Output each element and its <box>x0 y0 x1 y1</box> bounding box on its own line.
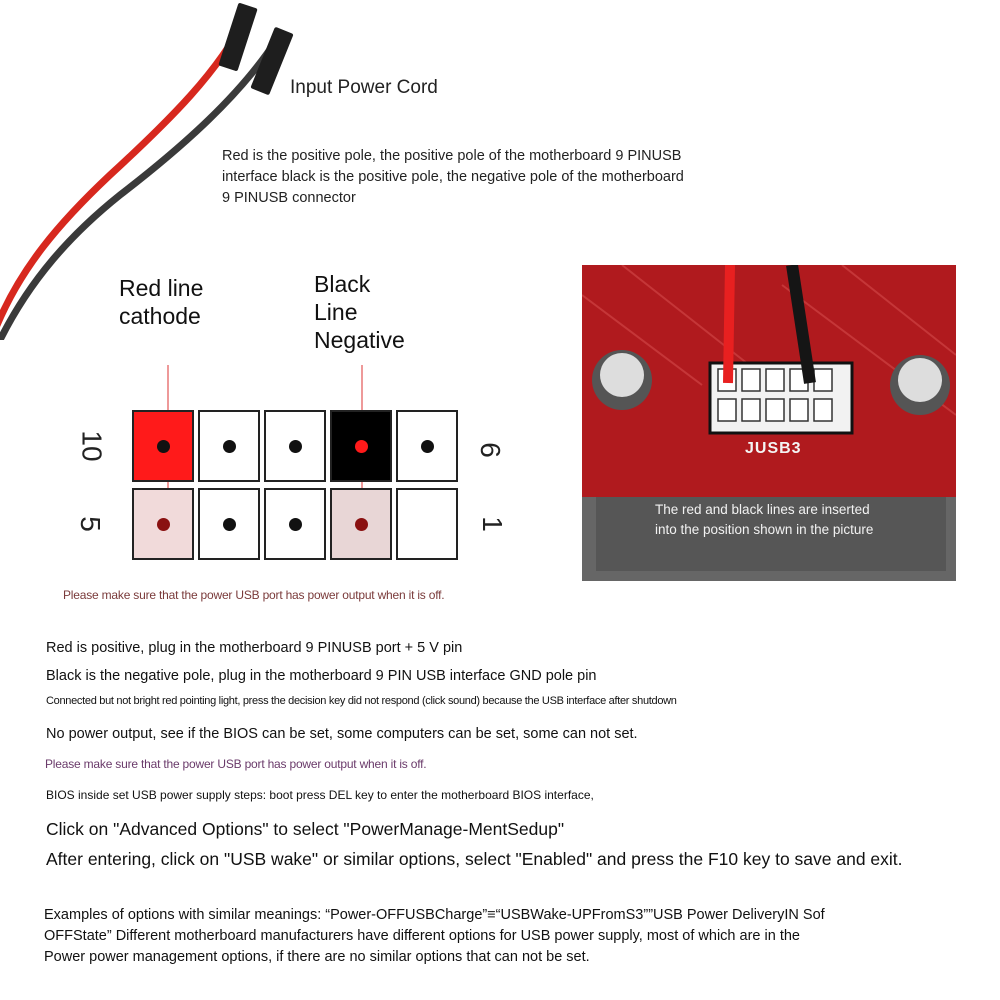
pin-dot <box>223 518 236 531</box>
warning-note-1: Please make sure that the power USB port has power output when it is off. <box>63 588 445 602</box>
pin-dot <box>157 518 170 531</box>
pin-dot <box>355 440 368 453</box>
pin-dot <box>289 440 302 453</box>
pin-4 <box>198 488 260 560</box>
pin-5 <box>132 488 194 560</box>
pin-number-5: 5 <box>74 516 106 532</box>
bios-step-usb-wake: After entering, click on "USB wake" or similar options, select "Enabled" and press the F10 key to save and exit. <box>46 849 903 869</box>
bios-step-advanced-options: Click on "Advanced Options" to select "PowerManage-MentSedup" <box>46 819 565 839</box>
pin-dot <box>355 518 368 531</box>
pin-7-black <box>330 410 392 482</box>
red-line-label: Red line cathode <box>119 275 204 329</box>
pin-2 <box>330 488 392 560</box>
red-positive-instruction: Red is positive, plug in the motherboard 9 PINUSB port + 5 V pin <box>46 640 463 656</box>
black-line-label: Black Line Negative <box>314 271 405 353</box>
pin-number-10: 10 <box>76 430 108 462</box>
pin-dot <box>157 440 170 453</box>
pin-8 <box>264 410 326 482</box>
pin-dot <box>223 440 236 453</box>
warning-note-2: Please make sure that the power USB port has power output when it is off. <box>45 757 427 771</box>
pin-3 <box>264 488 326 560</box>
bios-option-examples: Examples of options with similar meanings: “Power-OFFUSBCharge”≡“USBWake-UPFromS3””USB Power DeliveryIN Sof OFFState” Different motherboard manufacturers have different options for USB power supply, most of which are in the Power power management options, if there are no similar options that can not be set. <box>44 907 825 965</box>
pin-dot <box>421 440 434 453</box>
pin-number-6: 6 <box>474 442 506 458</box>
pin-6 <box>396 410 458 482</box>
pin-10-red <box>132 410 194 482</box>
jusb3-board-label: JUSB3 <box>745 440 802 457</box>
bios-steps-intro: BIOS inside set USB power supply steps: boot press DEL key to enter the motherboard BIOS interface, <box>46 788 594 802</box>
no-power-note: No power output, see if the BIOS can be set, some computers can be set, some can not set. <box>46 726 638 742</box>
pin-9 <box>198 410 260 482</box>
cord-title: Input Power Cord <box>290 77 438 98</box>
cord-description: Red is the positive pole, the positive pole of the motherboard 9 PINUSB interface black is the positive pole, the negative pole of the motherboard 9 PINUSB connector <box>222 148 684 206</box>
pin-number-1: 1 <box>476 516 508 532</box>
black-negative-instruction: Black is the negative pole, plug in the motherboard 9 PIN USB interface GND pole pin <box>46 668 597 684</box>
pin-dot <box>289 518 302 531</box>
connected-note: Connected but not bright red pointing light, press the decision key did not respond (click sound) because the USB interface after shutdown <box>46 695 677 707</box>
usb-pin-header-diagram <box>132 410 462 562</box>
photo-caption: The red and black lines are inserted into the position shown in the picture <box>655 502 874 537</box>
pin-1-empty <box>396 488 458 560</box>
